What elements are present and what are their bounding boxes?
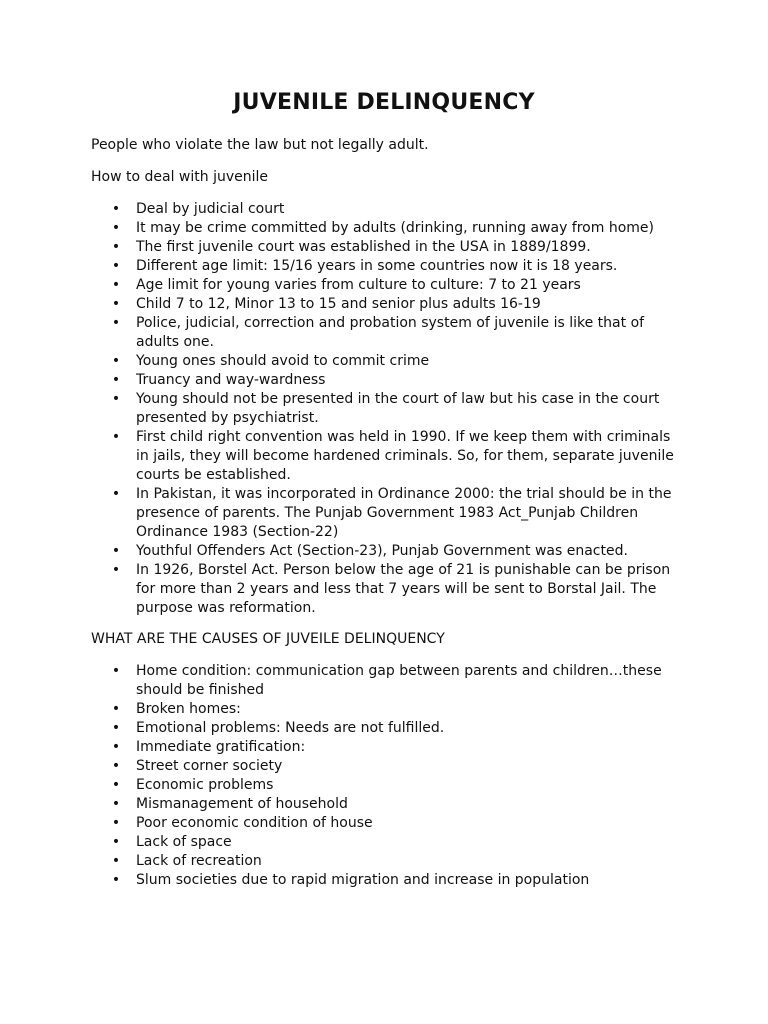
list-item — [91, 371, 681, 390]
list-item-text: Poor economic condition of house — [136, 815, 373, 831]
bullet-icon: • — [111, 353, 121, 369]
section-heading-causes: WHAT ARE THE CAUSES OF JUVEILE DELINQUENCY — [91, 631, 445, 647]
list-item — [91, 219, 681, 238]
list-item-text: Lack of recreation — [136, 853, 262, 869]
bullet-icon: • — [111, 372, 121, 388]
bullet-icon: • — [111, 258, 121, 274]
how-to-deal-list — [91, 200, 681, 618]
section-heading-how-to-deal: How to deal with juvenile — [91, 169, 268, 185]
list-item — [91, 542, 681, 561]
list-item — [91, 390, 681, 428]
bullet-icon: • — [111, 739, 121, 755]
list-item-text: Young should not be presented in the court of law but his case in the court presented by psychiatrist. — [136, 391, 660, 426]
list-item-text: The first juvenile court was established in the USA in 1889/1899. — [136, 239, 591, 255]
list-item — [91, 561, 681, 618]
list-item — [91, 200, 681, 219]
list-item-text: Youthful Offenders Act (Section-23), Punjab Government was enacted. — [136, 543, 628, 559]
list-item — [91, 428, 681, 485]
intro-text: People who violate the law but not legally adult. — [91, 137, 429, 153]
bullet-icon: • — [111, 872, 121, 888]
list-item — [91, 719, 681, 738]
page-title: JUVENILE DELINQUENCY — [233, 90, 535, 115]
list-item-text: Lack of space — [136, 834, 232, 850]
bullet-icon: • — [111, 543, 121, 559]
bullet-icon: • — [111, 486, 121, 502]
bullet-icon: • — [111, 701, 121, 717]
bullet-icon: • — [111, 834, 121, 850]
list-item-text: Slum societies due to rapid migration and increase in population — [136, 872, 590, 888]
bullet-icon: • — [111, 277, 121, 293]
bullet-icon: • — [111, 220, 121, 236]
bullet-icon: • — [111, 853, 121, 869]
list-item — [91, 662, 681, 700]
list-item-text: Age limit for young varies from culture to culture: 7 to 21 years — [136, 277, 581, 293]
list-item — [91, 295, 681, 314]
causes-list — [91, 662, 681, 890]
bullet-icon: • — [111, 720, 121, 736]
bullet-icon: • — [111, 429, 121, 445]
list-item-text: Street corner society — [136, 758, 283, 774]
list-item-text: Different age limit: 15/16 years in some countries now it is 18 years. — [136, 258, 618, 274]
list-item — [91, 814, 681, 833]
bullet-icon: • — [111, 777, 121, 793]
list-item — [91, 485, 681, 542]
list-item-text: It may be crime committed by adults (drinking, running away from home) — [136, 220, 654, 236]
list-item-text: In Pakistan, it was incorporated in Ordinance 2000: the trial should be in the presence of parents. The Punjab Government 1983 Act_Punjab Children Ordinance 1983 (Section-22) — [136, 486, 672, 540]
list-item-text: First child right convention was held in 1990. If we keep them with criminals in jails, they will become hardened criminals. So, for them, separate juvenile courts be established. — [136, 429, 674, 483]
list-item — [91, 257, 681, 276]
list-item — [91, 238, 681, 257]
bullet-icon: • — [111, 315, 121, 331]
list-item — [91, 871, 681, 890]
bullet-icon: • — [111, 239, 121, 255]
list-item-text: Immediate gratification: — [136, 739, 306, 755]
list-item-text: Home condition: communication gap between parents and children…these should be finished — [136, 663, 662, 698]
list-item — [91, 700, 681, 719]
list-item — [91, 795, 681, 814]
bullet-icon: • — [111, 815, 121, 831]
list-item-text: Emotional problems: Needs are not fulfilled. — [136, 720, 445, 736]
list-item — [91, 276, 681, 295]
list-item-text: Deal by judicial court — [136, 201, 285, 217]
list-item — [91, 738, 681, 757]
list-item — [91, 776, 681, 795]
bullet-icon: • — [111, 562, 121, 578]
list-item-text: Police, judicial, correction and probation system of juvenile is like that of adults one. — [136, 315, 645, 350]
bullet-icon: • — [111, 201, 121, 217]
bullet-icon: • — [111, 758, 121, 774]
list-item — [91, 852, 681, 871]
list-item-text: Truancy and way-wardness — [136, 372, 326, 388]
list-item-text: Mismanagement of household — [136, 796, 348, 812]
list-item — [91, 757, 681, 776]
list-item — [91, 352, 681, 371]
bullet-icon: • — [111, 296, 121, 312]
list-item-text: Economic problems — [136, 777, 274, 793]
list-item-text: Child 7 to 12, Minor 13 to 15 and senior plus adults 16-19 — [136, 296, 541, 312]
list-item — [91, 314, 681, 352]
bullet-icon: • — [111, 391, 121, 407]
bullet-icon: • — [111, 796, 121, 812]
list-item-text: In 1926, Borstel Act. Person below the age of 21 is punishable can be prison for more than 2 years and less that 7 years will be sent to Borstal Jail. The purpose was reformation. — [136, 562, 671, 616]
list-item-text: Broken homes: — [136, 701, 241, 717]
bullet-icon: • — [111, 663, 121, 679]
list-item-text: Young ones should avoid to commit crime — [136, 353, 430, 369]
list-item — [91, 833, 681, 852]
